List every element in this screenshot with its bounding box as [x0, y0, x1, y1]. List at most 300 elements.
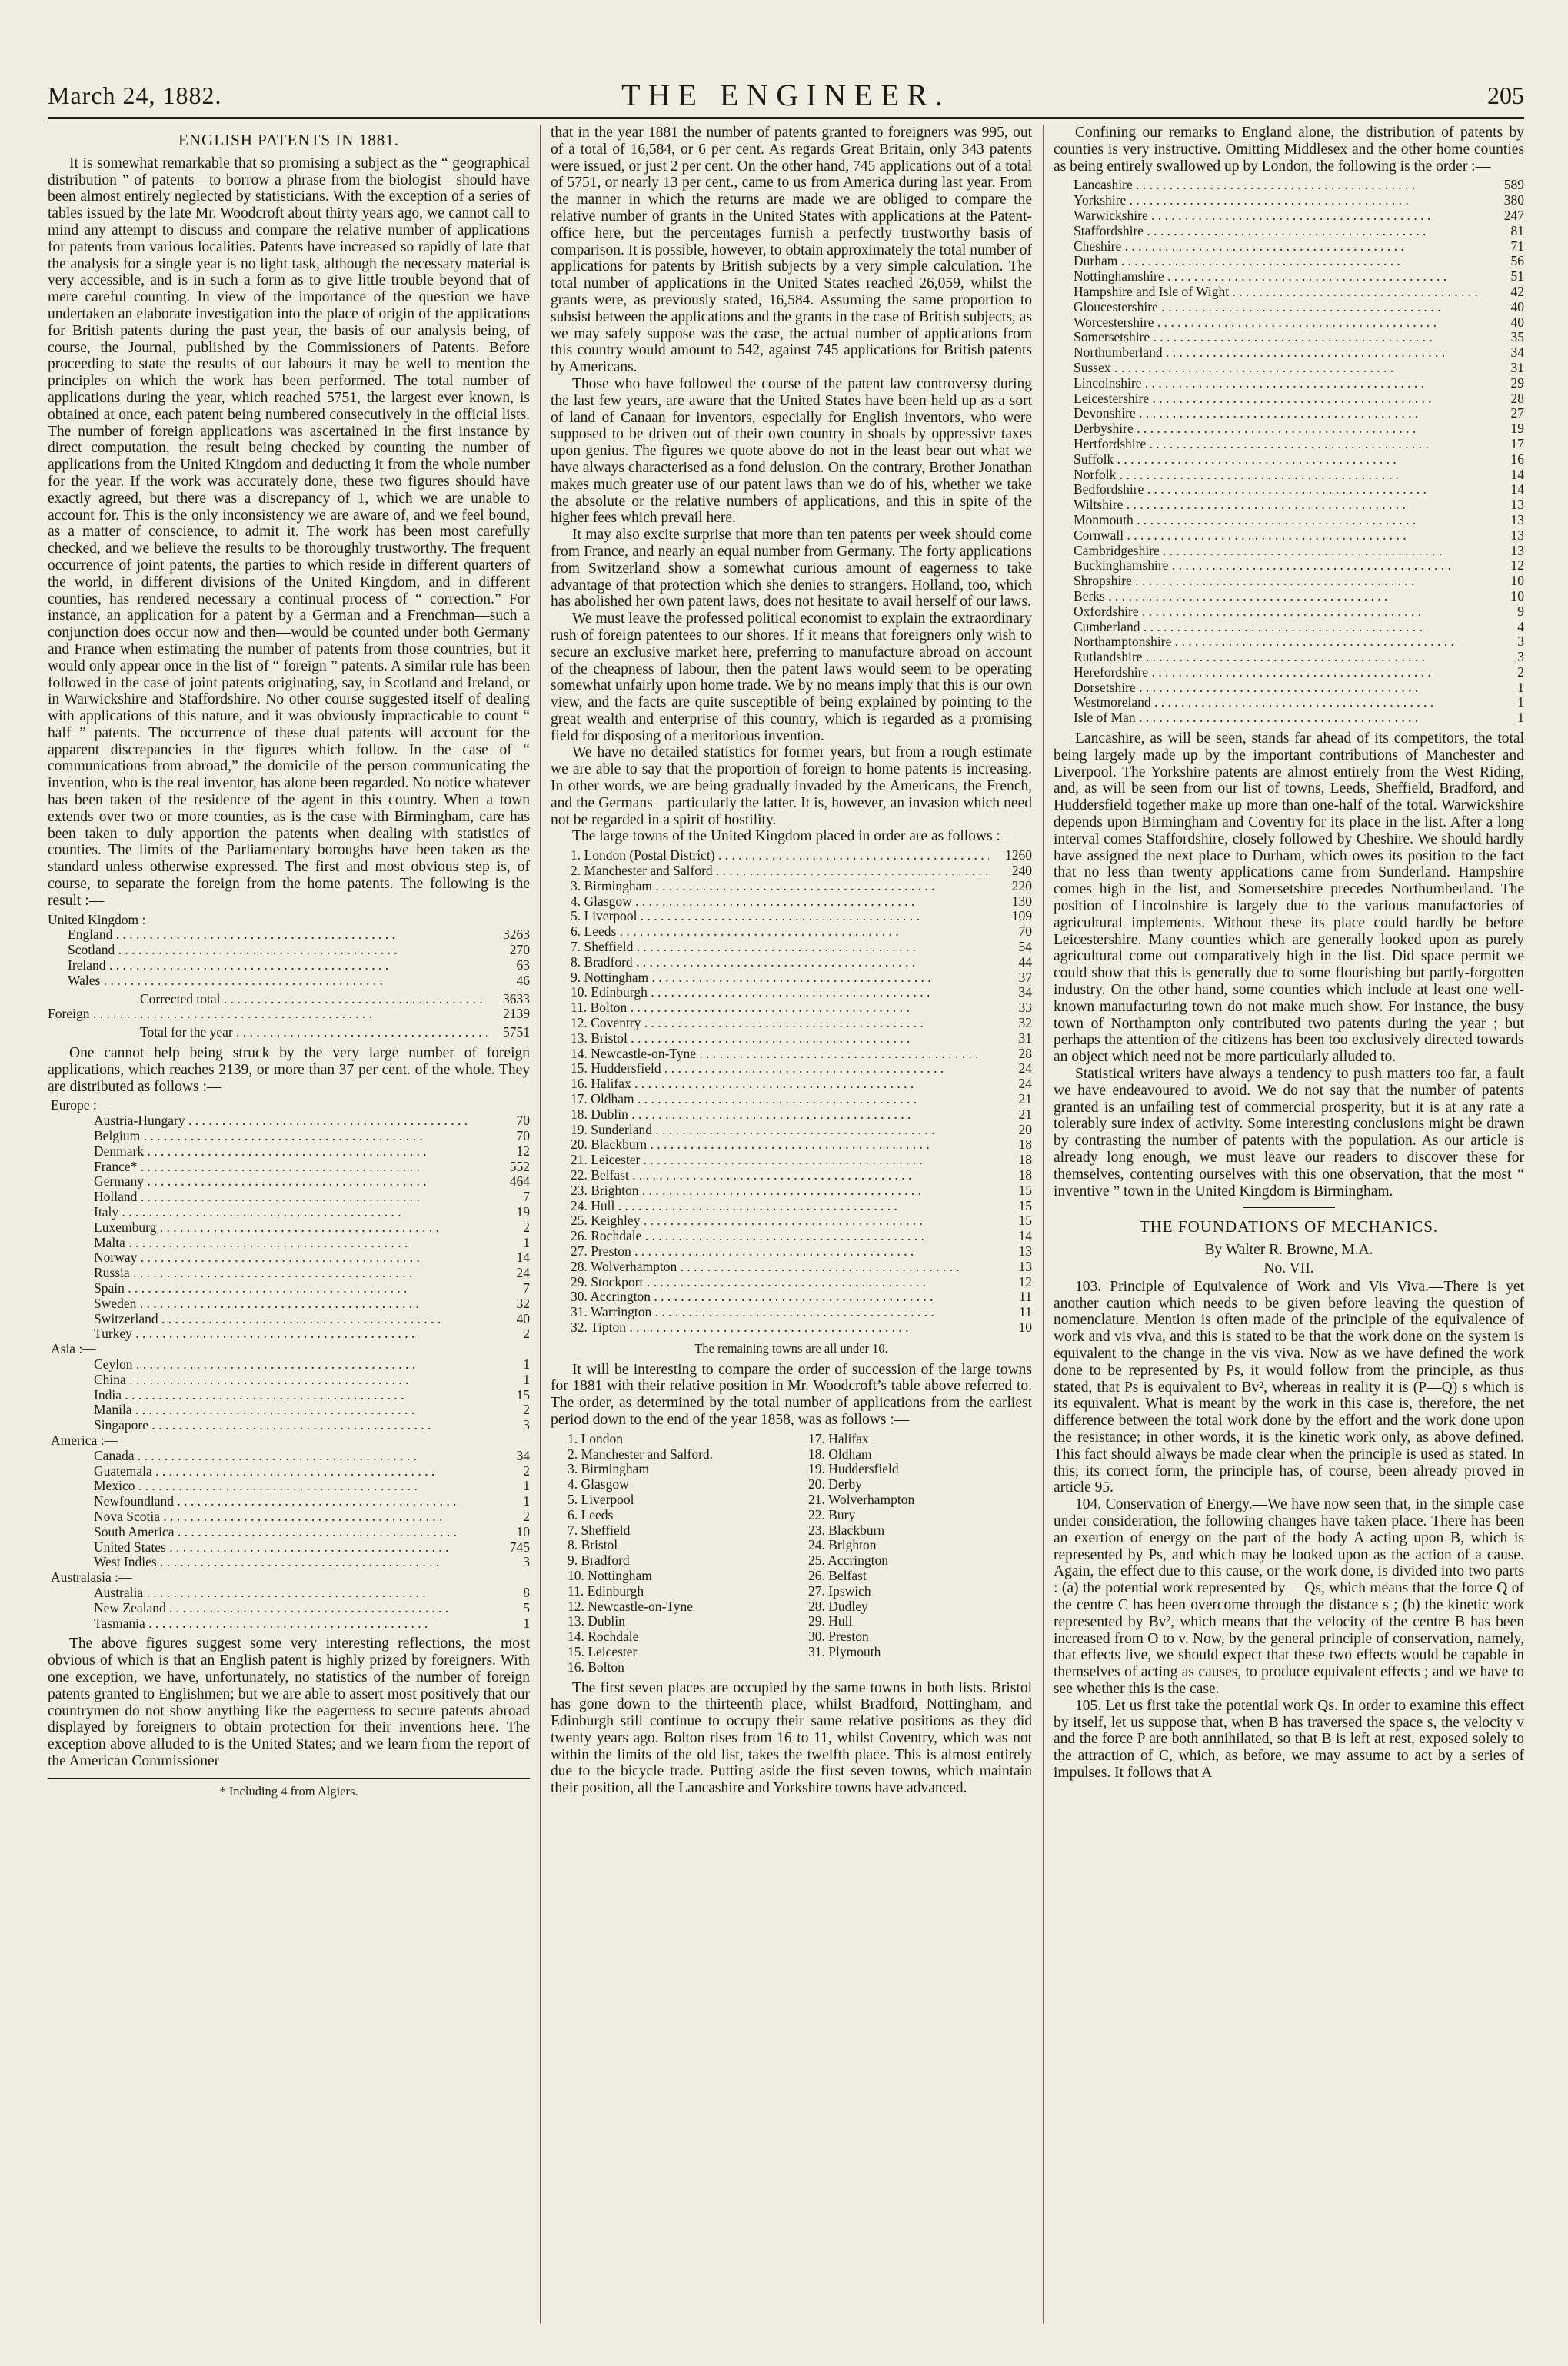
table-row [1074, 315, 1524, 331]
row-value: 2 [523, 1219, 530, 1235]
table-row [1074, 300, 1524, 315]
row-value: 1 [523, 1615, 530, 1631]
row-value: 13 [1510, 527, 1524, 543]
row-value: 270 [509, 942, 530, 958]
foreign-distribution-table [48, 1098, 530, 1631]
row-label: France* . . . [94, 1160, 487, 1175]
row-value: 32 [1018, 1015, 1032, 1031]
row-value: 34 [1510, 344, 1524, 361]
row-value: 15 [1018, 1197, 1032, 1213]
row-value: 34 [516, 1447, 530, 1463]
table-row [1074, 710, 1524, 726]
row-value: 745 [509, 1539, 530, 1555]
row-label: Belgium . . . [94, 1129, 487, 1144]
paragraph: 104. Conservation of Energy.—We have now seen that, in the simple case under consideration, the following changes have taken place. There has been an exertion of energy on the part of the body A acting upon B, which is represented by Ps, and which may be looked upon as the action of a cause. Again, the effect due to this cause, or the work done, is divided into two parts : (a) the potential work represented by —Qs, which means that the force Q of the centre C has been overcome through the distance s ; (b) the kinetic work represented by Bv², which means that the velocity of the centre B has been increased from O to v. Now, by the general principle of conservation, namely, that effects live, we should expect that these two effects would be capable in themselves of acting as causes, to produce equivalent effects ; and we have to see whether this is the case. [1054, 1496, 1524, 1697]
counties-table [1054, 178, 1524, 726]
row-label: 16. Halifax . . . [571, 1077, 989, 1092]
table-row [1074, 254, 1524, 269]
list-item: 3. Birmingham [568, 1461, 649, 1477]
row-value: 3 [1517, 634, 1524, 650]
row-label: Luxemburg . . . [94, 1220, 487, 1236]
row-value: 1 [523, 1356, 530, 1372]
column-divider-1 [540, 125, 541, 2324]
list-item: 18. Oldham [808, 1446, 872, 1462]
row-label: Lancashire . . . [1074, 178, 1481, 193]
row-value: 20 [1018, 1121, 1032, 1137]
row-label: Corrected total . . . [140, 992, 487, 1007]
list-item: 12. Newcastle-on-Tyne [568, 1598, 694, 1614]
row-value: 40 [516, 1310, 530, 1326]
byline: By Walter R. Browne, M.A. [1204, 1242, 1373, 1259]
row-value: 35 [1510, 329, 1524, 345]
row-label: 19. Sunderland . . . [571, 1123, 989, 1138]
row-value: 1 [1517, 710, 1524, 726]
table-row [48, 1250, 530, 1266]
row-label: Canada . . . [94, 1449, 487, 1464]
table-row [551, 1137, 1032, 1153]
row-value: 18 [1018, 1136, 1032, 1153]
row-label: Newfoundland . . . [94, 1494, 487, 1509]
row-label: Nova Scotia . . . [94, 1509, 487, 1525]
table-row [48, 1373, 530, 1388]
row-value: 28 [1018, 1045, 1032, 1061]
row-label: Lincolnshire . . . [1074, 376, 1481, 391]
table-row [551, 1061, 1032, 1077]
row-value: 54 [1018, 939, 1032, 955]
row-label: Russia . . . [94, 1266, 487, 1281]
table-row [551, 985, 1032, 1000]
row-label: Holland . . . [94, 1190, 487, 1205]
table-row [551, 970, 1032, 986]
row-label: 6. Leeds . . . [571, 924, 989, 940]
row-value: 40 [1510, 298, 1524, 314]
row-value: 63 [516, 957, 530, 973]
table-row [551, 1153, 1032, 1168]
row-label: Isle of Man . . . [1074, 710, 1481, 726]
table-row [1074, 544, 1524, 559]
row-label: Australia . . . [94, 1586, 487, 1601]
paragraph: One cannot help being struck by the very large number of foreign applications, which reaches 2139, or more than 37 per cent. of the whole. They are distributed as follows :— [48, 1045, 530, 1095]
list-item: 15. Leicester [568, 1643, 638, 1659]
table-row [48, 1540, 530, 1556]
list-item: 23. Blackburn [808, 1522, 885, 1538]
row-value: 15 [516, 1386, 530, 1403]
table-row [48, 1205, 530, 1220]
table-row [1074, 634, 1524, 650]
table-row [1074, 285, 1524, 300]
row-label: Austria-Hungary . . . [94, 1113, 487, 1129]
row-label: 27. Preston . . . [571, 1244, 989, 1260]
row-value: 5 [523, 1599, 530, 1616]
table-row [48, 1296, 530, 1312]
list-item: 19. Huddersfield [808, 1461, 899, 1477]
group-label: Australasia :— [51, 1569, 132, 1586]
row-label: Foreign . . . [48, 1007, 487, 1022]
row-label: 21. Leicester . . . [571, 1153, 989, 1168]
row-label: 28. Wolverhampton . . . [571, 1260, 989, 1275]
row-label: 23. Brighton . . . [571, 1183, 989, 1199]
row-label: Staffordshire . . . [1074, 224, 1481, 239]
row-label: 26. Rochdale . . . [571, 1229, 989, 1244]
row-value: 1260 [1005, 847, 1032, 864]
row-value: 10 [1510, 573, 1524, 589]
paragraph: 105. Let us first take the potential work Qs. In order to examine this effect by itself, let us suppose that, when B has traversed the space s, the velocity v and the force P are both annihilated, so that B is left at rest, exposed solely to the attraction of C, which, as before, we may assume to act by a series of impulses. It follows that A [1054, 1697, 1524, 1781]
table-row [48, 1586, 530, 1601]
row-value: 28 [1510, 390, 1524, 406]
row-label: 24. Hull . . . [571, 1199, 989, 1214]
table-row [551, 1275, 1032, 1290]
paragraph: The above figures suggest some very interesting reflections, the most obvious of which is that an English patent is highly prized by foreigners. With one exception, we have, unfortunately, no statistics of the number of foreign patents granted to Englishmen; but we are able to assert most positively that our countrymen do not show anything like the eagerness to secure patents abroad displayed by foreigners to obtain protection for their inventions here. The exception above alluded to is the United States; and we learn from the report of the American Commissioner [48, 1636, 530, 1769]
row-label: England . . . [68, 927, 487, 943]
table-row [551, 1016, 1032, 1031]
list-item: 2. Manchester and Salford. [568, 1446, 714, 1462]
group-label: Asia :— [51, 1341, 96, 1357]
row-label: 3. Birmingham . . . [571, 879, 989, 894]
row-label: 12. Coventry . . . [571, 1016, 989, 1031]
paragraph: It is somewhat remarkable that so promising a subject as the “ geographical distribution ” of patents—to borrow a phrase from the biologist—should have been almost entirely neglected by statisticians. With the exception of a series of tables issued by the late Mr. Woodcroft about thirty years ago, we cannot call to mind any attempt to discuss and compare the relative number of applications for patents from various localities. Patents have increased so rapidly of late that the analysis for a single year is no light task, although the necessary material is very accessible, and is in such a form as to give little trouble beyond that of mere careful counting. In view of the importance of the question we have undertaken an elaborate investigation into the place of origin of the applications for British patents during the past year, the basis of our analysis being, of course, the Journal, published by the Commissioners of Patents. Before proceeding to state the results of our labours it may be well to mention the principles on which the work has been performed. The total number of applications during the year, which reached 5751, the largest ever known, is obtained at once, each patent being numbered consecutively in the official lists. The number of foreign applications was ascertained in the first instance by direct computation, the result being checked by counting the number of applications from the United Kingdom and deducting it from the whole number for the year. If the work was accurately done, these two figures should have exactly agreed, but there was a discrepancy of 1, which we are unable to account for. This is the only inconsistency we are aware of, and we feel bound, as a matter of conscience, to admit it. The work has been most carefully checked, and we believe the results to be thoroughly trustworthy. The frequent occurrence of joint patents, the parties to which reside in different quarters of the world, in different divisions of the United Kingdom, and in different counties, has rendered necessary a continual process of “ correction.” For instance, an application for a patent by a German and a Frenchman—such a conjunction does occur now and then—would be counted under both Germany and France when estimating the number of patents from those countries, but it would only appear once in the list of “ foreign ” patents. A similar rule has been followed in the case of joint patents originating, say, in Scotland and Ireland, or in Warwickshire and Staffordshire. No other course suggested itself of dealing with applications of this nature, and it was obviously impracticable to count “ half ” patents. The occurrence of these dual patents will account for the apparent discrepancies in the figures which follow. In the case of “ communications from abroad,” the domicile of the person communicating the invention, who is the real inventor, has alone been regarded. No notice whatever has been taken of the residence of the agent in this country. When a town extends over two or more counties, as is the case with Birmingham, care has been taken to duly apportion the patents when dealing with statistics of counties. The limits of the Parliamentary boroughs have been taken as the standard unless otherwise expressed. The first and most obvious step is, of course, to separate the foreign from the home patents. The following is the result :— [48, 155, 530, 909]
table-row [1074, 650, 1524, 665]
column-divider-2 [1043, 125, 1044, 2324]
table-row [48, 1281, 530, 1296]
paragraph: It may also excite surprise that more than ten patents per week should come from France, and nearly an equal number from Germany. The forty applications from Switzerland show a somewhat curious amount of eagerness to take advantage of that protection which she denies to strangers. Holland, too, which has abolished her own patent laws, does not hesitate to avail herself of our laws. [551, 527, 1032, 611]
row-value: 31 [1510, 359, 1524, 375]
row-value: 13 [1510, 511, 1524, 527]
list-item: 9. Bradford [568, 1552, 630, 1569]
row-label: 20. Blackburn . . . [571, 1137, 989, 1153]
row-label: 9. Nottingham . . . [571, 970, 989, 986]
row-label: Westmoreland . . . [1074, 695, 1481, 710]
row-label: Tasmania . . . [94, 1616, 487, 1632]
table-row [551, 848, 1032, 864]
row-label: 13. Bristol . . . [571, 1031, 989, 1047]
article-number: No. VII. [1263, 1260, 1314, 1276]
old-order-left [551, 1432, 791, 1676]
list-item: 27. Ipswich [808, 1582, 871, 1599]
list-item: 25. Accrington [808, 1552, 889, 1569]
row-value: 10 [516, 1523, 530, 1539]
row-value: 7 [523, 1189, 530, 1205]
header-rule [48, 117, 1524, 119]
row-label: Herefordshire . . . [1074, 665, 1481, 681]
row-value: 2 [523, 1508, 530, 1524]
row-label: Cambridgeshire . . . [1074, 544, 1481, 559]
table-row [48, 973, 530, 989]
row-value: 13 [1510, 542, 1524, 558]
list-item: 16. Bolton [568, 1659, 624, 1675]
row-value: 552 [509, 1158, 530, 1174]
paragraph: We have no detailed statistics for former years, but from a rough estimate we are able to say that the proportion of foreign to home patents is increasing. In other words, we are being gradually invaded by the Americans, the French, and the Germans—particularly the latter. It is, however, an invasion which need not be regarded in a spirit of hostility. [551, 744, 1032, 828]
table-row [48, 1326, 530, 1342]
table-row [48, 1494, 530, 1509]
article-title-mechanics: THE FOUNDATIONS OF MECHANICS. [1139, 1217, 1439, 1236]
article-title-patents: ENGLISH PATENTS IN 1881. [178, 131, 399, 149]
row-label: Spain . . . [94, 1281, 487, 1296]
table-row [551, 940, 1032, 955]
list-item: 1. London [568, 1430, 623, 1446]
row-value: 1 [1517, 694, 1524, 710]
row-label: 1. London (Postal District) . . . [571, 848, 989, 864]
list-item: 10. Nottingham [568, 1567, 652, 1583]
row-value: 12 [1018, 1273, 1032, 1289]
table-row [48, 1129, 530, 1144]
table-row [48, 1388, 530, 1403]
row-label: 8. Bradford . . . [571, 955, 989, 970]
row-label: Warwickshire . . . [1074, 208, 1481, 224]
row-value: 1 [523, 1493, 530, 1509]
row-label: 17. Oldham . . . [571, 1092, 989, 1107]
row-value: 51 [1510, 268, 1524, 285]
row-value: 10 [1510, 587, 1524, 604]
row-value: 2 [1517, 664, 1524, 680]
row-value: 18 [1018, 1167, 1032, 1183]
table-row [1074, 437, 1524, 452]
table-row [551, 879, 1032, 894]
row-label: Monmouth . . . [1074, 513, 1481, 528]
row-label: Mexico . . . [94, 1479, 487, 1494]
row-value: 24 [1018, 1060, 1032, 1077]
row-value: 7 [523, 1280, 530, 1296]
table-row [48, 1357, 530, 1373]
row-value: 14 [1510, 466, 1524, 482]
row-label: Worcestershire . . . [1074, 315, 1481, 331]
row-label: Ireland . . . [68, 958, 487, 973]
row-value: 19 [1510, 421, 1524, 437]
row-label: India . . . [94, 1388, 487, 1403]
table-row [1074, 376, 1524, 391]
table-row [1074, 193, 1524, 208]
table-row [551, 1047, 1032, 1062]
table-row [551, 1168, 1032, 1183]
table-row [551, 924, 1032, 940]
table-row [48, 1479, 530, 1494]
paragraph: The first seven places are occupied by the same towns in both lists. Bristol has gone down to the thirteenth place, whilst Bradford, Nottingham, and Edinburgh still continue to occupy their same relative positions as they did twenty years ago. Bolton rises from 16 to 11, whilst Coventry, which was not within the limits of the old list, takes the twelfth place. This is almost entirely due to the bicycle trade. Putting aside the first seven towns, which maintain their position, all the Lancashire and Yorkshire towns have advanced. [551, 1679, 1032, 1797]
list-item: 21. Wolverhampton [808, 1491, 915, 1507]
table-row [48, 1601, 530, 1616]
table-row [48, 943, 530, 958]
table-row [1074, 558, 1524, 574]
column-3 [1054, 125, 1524, 2339]
row-value: 40 [1510, 314, 1524, 330]
table-row [1074, 482, 1524, 497]
table-row [551, 1199, 1032, 1214]
row-value: 29 [1510, 374, 1524, 391]
row-value: 44 [1018, 953, 1032, 970]
row-value: 11 [1019, 1289, 1032, 1305]
row-value: 14 [1510, 481, 1524, 497]
row-value: 46 [516, 972, 530, 988]
table-row [551, 1213, 1032, 1229]
row-value: 13 [1018, 1243, 1032, 1259]
group-label: Europe :— [51, 1097, 111, 1113]
table-row [551, 1244, 1032, 1260]
table-row [48, 1464, 530, 1479]
paragraph: Statistical writers have always a tendency to push matters too far, a fault we have endeavoured to avoid. We do not say that the number of patents granted is an unfailing test of commercial prosperity, but it is at any rate a tolerably sure index of activity. Some interesting conclusions might be drawn by contrasting the number of patents with the population. As our article is already long enough, we must leave our readers to discover these for themselves, contenting ourselves with this one observation, that the most “ inventive ” town in the United Kingdom is Birmingham. [1054, 1066, 1524, 1200]
table-row [551, 1183, 1032, 1199]
row-label: Ceylon . . . [94, 1357, 487, 1373]
row-label: Shropshire . . . [1074, 574, 1481, 589]
row-value: 240 [1011, 863, 1032, 879]
paragraph: that in the year 1881 the number of patents granted to foreigners was 995, out of a total of 16,584, or 6 per cent. As regards Great Britain, only 343 patents were issued, or just 2 per cent. On the other hand, 745 applications out of a total of 5751, or nearly 13 per cent., came to us from America during last year. From the manner in which the returns are made we are obliged to compare the relative number of grants in the United States with applications at the Patent-office here, but the percentages furnish a perfectly trustworthy basis of comparison. It is possible, however, to obtain approximately the total number of applications for patents by British subjects by a very simple calculation. The total number of applications in the United States reached 26,059, whilst the grants were, as previously stated, 16,584. Assuming the same proportion to subsist between the applications and the grants in the case of British subjects, as we may safely suppose was the case, the actual number of applications from this country would amount to 542, against 745 applications for British patents by Americans. [551, 125, 1032, 376]
row-value: 71 [1510, 238, 1524, 254]
list-item: 5. Liverpool [568, 1491, 634, 1507]
row-value: 1 [1517, 679, 1524, 695]
row-label: 22. Belfast . . . [571, 1168, 989, 1183]
row-label: Hampshire and Isle of Wight . . . [1074, 285, 1481, 300]
row-label: Devonshire . . . [1074, 406, 1481, 421]
list-item: 30. Preston [808, 1629, 869, 1645]
table-row [48, 1190, 530, 1205]
paragraph: Lancashire, as will be seen, stands far ahead of its competitors, the total being largely made up by the important contributions of Manchester and Liverpool. The Yorkshire patents are almost entirely from the West Riding, and, as will be seen from our list of towns, Leeds, Sheffield, Bradford, and Huddersfield together make up more than one-half of the total. Warwickshire depends upon Birmingham and Coventry for its place in the list. After a long interval comes Staffordshire, closely followed by Cheshire. We should hardly have assigned the next place to Durham, which owes its position to the fact that no less than twenty applications came from Sunderland. Hampshire comes high in the list, and Somersetshire precedes Northumberland. The position of Lincolnshire is largely due to the various manufactories of agricultural implements. Without these its place could hardly be before Leicestershire. Many counties which are generally looked upon as purely agricultural come out comparatively high in the list. Did space permit we could show that this is generally due to some flourishing but partly-forgotten industry. On the other hand, some counties which include at least one well-known manufacturing town do not make much show. For instance, the busy town of Northampton only contributed two patents during the year ; but perhaps the attention of the citizens has been too exclusively directed towards an object which need not be more particularly alluded to. [1054, 730, 1524, 1066]
row-value: 3 [523, 1417, 530, 1433]
row-value: 12 [516, 1143, 530, 1159]
towns-note: The remaining towns are all under 10. [694, 1340, 888, 1356]
list-item: 8. Bristol [568, 1537, 618, 1553]
table-row [48, 1555, 530, 1570]
row-value: 34 [1018, 984, 1032, 1000]
header-title: THE ENGINEER. [621, 78, 950, 112]
row-value: 17 [1510, 435, 1524, 451]
row-label: Buckinghamshire . . . [1074, 558, 1481, 574]
row-value: 27 [1510, 405, 1524, 421]
list-item: 28. Dudley [808, 1598, 868, 1614]
row-label: Wiltshire . . . [1074, 497, 1481, 513]
group-label: America :— [51, 1432, 118, 1448]
row-label: Derbyshire . . . [1074, 421, 1481, 437]
table-row [48, 992, 530, 1007]
table-row [48, 1525, 530, 1540]
row-label: Sussex . . . [1074, 361, 1481, 376]
list-item: 13. Dublin [568, 1613, 625, 1629]
table-row [551, 1107, 1032, 1123]
list-item: 20. Derby [808, 1476, 862, 1492]
table-row [551, 1000, 1032, 1016]
row-value: 13 [1510, 497, 1524, 513]
table-row [551, 1123, 1032, 1138]
table-row [551, 1229, 1032, 1244]
row-label: Wales . . . [68, 973, 487, 989]
table-row [551, 894, 1032, 910]
row-value: 220 [1011, 877, 1032, 893]
row-label: 7. Sheffield . . . [571, 940, 989, 955]
table-row [48, 1236, 530, 1251]
table-row [48, 1113, 530, 1129]
row-value: 464 [509, 1173, 530, 1190]
row-label: Manila . . . [94, 1403, 487, 1418]
row-label: Durham . . . [1074, 254, 1481, 269]
uk-foreign-table [48, 913, 530, 1040]
row-label: 30. Accrington . . . [571, 1289, 989, 1305]
row-label: China . . . [94, 1373, 487, 1388]
old-order-right [791, 1432, 1032, 1676]
header-page-number: 205 [1487, 82, 1524, 109]
column-2 [551, 125, 1032, 2339]
row-label: 25. Keighley . . . [571, 1213, 989, 1229]
row-label: Cheshire . . . [1074, 239, 1481, 255]
row-label: Singapore . . . [94, 1418, 487, 1433]
row-value: 1 [523, 1478, 530, 1494]
table-row [1074, 574, 1524, 589]
row-value: 31 [1018, 1030, 1032, 1046]
row-value: 42 [1510, 283, 1524, 299]
table-row [48, 1509, 530, 1525]
row-value: 19 [516, 1204, 530, 1220]
row-value: 21 [1018, 1106, 1032, 1122]
row-label: West Indies . . . [94, 1555, 487, 1570]
row-label: 31. Warrington . . . [571, 1305, 989, 1320]
row-value: 14 [1018, 1228, 1032, 1244]
row-value: 37 [1018, 969, 1032, 985]
row-label: Somersetshire . . . [1074, 330, 1481, 345]
paragraph: The large towns of the United Kingdom placed in order are as follows :— [572, 828, 1016, 845]
row-label: Italy . . . [94, 1205, 487, 1220]
row-label: 4. Glasgow . . . [571, 894, 989, 910]
list-item: 4. Glasgow [568, 1476, 629, 1492]
row-label: Sweden . . . [94, 1296, 487, 1312]
row-value: 70 [1018, 923, 1032, 940]
table-row [1074, 620, 1524, 635]
row-label: Germany . . . [94, 1174, 487, 1190]
table-row [1074, 604, 1524, 620]
table-row [1074, 330, 1524, 345]
row-label: Scotland . . . [68, 943, 487, 958]
row-label: Suffolk . . . [1074, 452, 1481, 468]
row-label: Hertfordshire . . . [1074, 437, 1481, 452]
row-value: 2 [523, 1326, 530, 1342]
row-label: Malta . . . [94, 1236, 487, 1251]
row-value: 5751 [503, 1024, 530, 1040]
list-item: 7. Sheffield [568, 1522, 631, 1538]
table-row [1074, 224, 1524, 239]
row-value: 3 [1517, 649, 1524, 665]
table-row [1074, 452, 1524, 468]
row-label: New Zealand . . . [94, 1601, 487, 1616]
row-label: Northamptonshire . . . [1074, 634, 1481, 650]
row-value: 70 [516, 1128, 530, 1144]
list-item: 11. Edinburgh [568, 1582, 644, 1599]
table-row [48, 1403, 530, 1418]
old-order-list [551, 1432, 1032, 1676]
list-item: 26. Belfast [808, 1567, 867, 1583]
row-value: 10 [1018, 1319, 1032, 1335]
row-label: Northumberland . . . [1074, 345, 1481, 361]
list-item: 14. Rochdale [568, 1629, 639, 1645]
paragraph: Those who have followed the course of the patent law controversy during the last few years, are aware that the United States have been held up as a sort of land of Canaan for inventors, especially for English inventors, who were supposed to be driven out of their own country in shoals by oppressive taxes upon genius. The figures we quote above do not in the least bear out what we have always characterised as a fond delusion. On the contrary, Brother Jonathan makes much greater use of our patent laws than we do of his, whether we take the absolute or the relative numbers of applications, and this in spite of the higher fees which prevail here. [551, 375, 1032, 527]
row-value: 21 [1018, 1091, 1032, 1107]
row-value: 8 [523, 1584, 530, 1600]
row-value: 9 [1517, 603, 1524, 619]
row-value: 3633 [503, 990, 530, 1007]
row-label: Rutlandshire . . . [1074, 650, 1481, 665]
row-value: 4 [1517, 618, 1524, 634]
table-row [48, 1312, 530, 1327]
row-value: 33 [1018, 1000, 1032, 1016]
paragraph: Confining our remarks to England alone, the distribution of patents by counties is very instructive. Omitting Middlesex and the other home counties as being entirely swallowed up by London, the following is the order :— [1054, 125, 1524, 175]
table-row [1074, 528, 1524, 544]
row-label: 11. Bolton . . . [571, 1000, 989, 1016]
section-rule [1243, 1207, 1335, 1208]
table-row [48, 1025, 530, 1040]
paragraph: 103. Principle of Equivalence of Work and Vis Viva.—There is yet another caution which needs to be given before leaving the question of nomenclature. Mention is often made of the principle of the equivalence of work and vis viva, and this is stated to be that the work done on the system is equivalent to the change in the vis viva. Now as we have defined the work done to be represented by Ps, it would follow from the principle, as thus stated, that Ps is equivalent to Bv², whereas in reality it is (P—Q) s which is its equivalent. What is meant by the work in this case is, therefore, the net difference between the total work done by the effort and the work done upon the resistance; in other words, it is the kinetic work only, as above defined. This fact should always be made clear when the principle is used as stated. In this, its correct form, the principle has, of course, been already proved in article 95. [1054, 1278, 1524, 1496]
table-row [1074, 391, 1524, 407]
row-label: Dorsetshire . . . [1074, 681, 1481, 696]
row-label: Yorkshire . . . [1074, 193, 1481, 208]
row-label: Nottinghamshire . . . [1074, 269, 1481, 285]
table-row [1074, 681, 1524, 696]
table-row [48, 1144, 530, 1160]
row-value: 16 [1510, 451, 1524, 467]
table-row [551, 1320, 1032, 1336]
table-row [1074, 513, 1524, 528]
